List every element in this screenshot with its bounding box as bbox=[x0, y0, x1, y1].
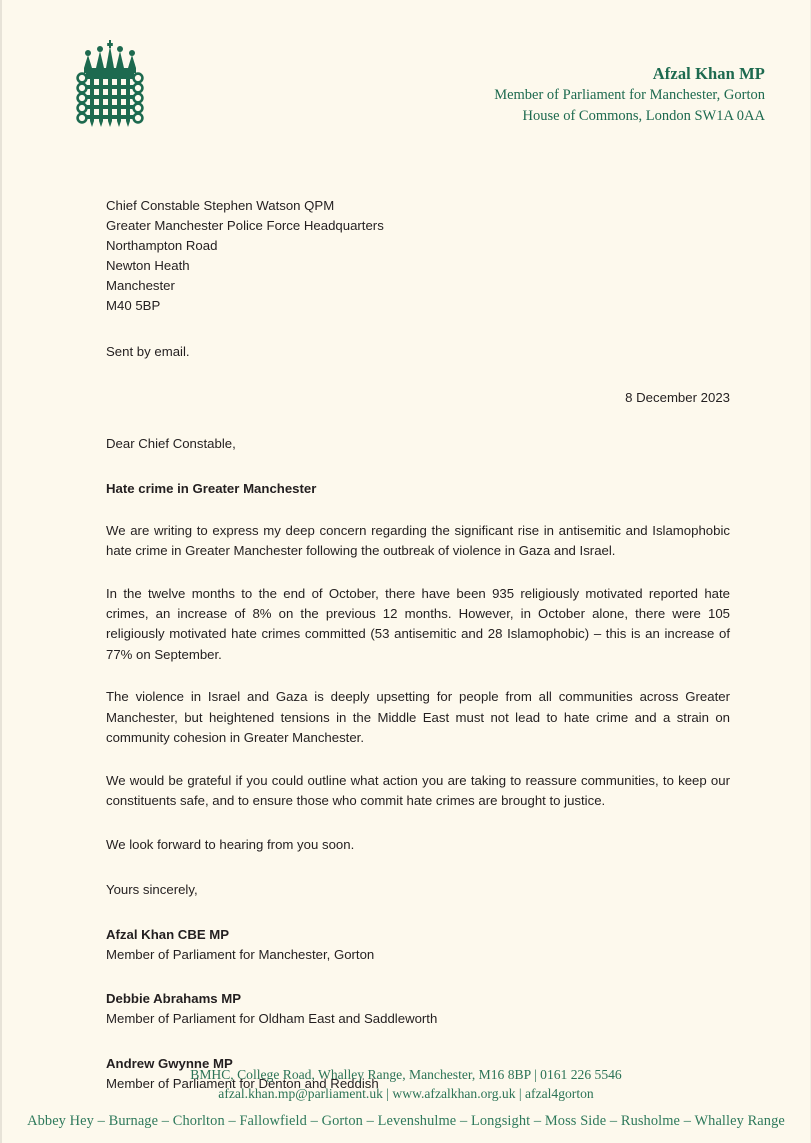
footer-web-line: afzal.khan.mp@parliament.uk | www.afzalkhan.org.uk | afzal4gorton bbox=[218, 1086, 594, 1102]
signatory-name: Debbie Abrahams MP bbox=[106, 991, 242, 1007]
letterhead bbox=[2, 0, 810, 160]
signatory-role: Member of Parliament for Oldham East and Saddleworth bbox=[106, 1011, 438, 1027]
signatory bbox=[106, 989, 730, 1029]
sign-off: Yours sincerely, bbox=[106, 881, 198, 897]
signatory-name: Andrew Gwynne MP bbox=[106, 1055, 233, 1071]
closing-line: We look forward to hearing from you soon. bbox=[106, 836, 355, 852]
letter-subject: Hate crime in Greater Manchester bbox=[106, 480, 317, 496]
letter-body bbox=[106, 196, 730, 1094]
recipient-line: Newton Heath bbox=[106, 258, 190, 274]
letterhead-address: House of Commons, London SW1A 0AA bbox=[522, 108, 765, 124]
recipient-line: Chief Constable Stephen Watson QPM bbox=[106, 198, 335, 213]
signatory bbox=[106, 925, 730, 965]
recipient-line: Northampton Road bbox=[106, 238, 218, 254]
salutation: Dear Chief Constable, bbox=[106, 435, 236, 451]
recipient-line: Greater Manchester Police Force Headquarters bbox=[106, 218, 384, 234]
footer-wards-list: Abbey Hey – Burnage – Chorlton – Fallowfield – Gorton – Levenshulme – Longsight – Moss Side – Rusholme – Whalley Range bbox=[27, 1113, 785, 1129]
recipient-line: Manchester bbox=[106, 278, 175, 294]
sent-by-note: Sent by email. bbox=[106, 344, 190, 360]
letterhead-contact bbox=[494, 62, 765, 127]
signatory-name: Afzal Khan CBE MP bbox=[106, 926, 230, 942]
signatory-role: Member of Parliament for Denton and Reddish bbox=[106, 1075, 379, 1091]
letter-paragraph: The violence in Israel and Gaza is deeply upsetting for people from all communities across Greater Manchester, but heightened tensions in the Middle East must not lead to hate crime and a strain on community cohesion in Greater Manchester. bbox=[106, 689, 730, 746]
recipient-line: M40 5BP bbox=[106, 298, 161, 314]
letterhead-constituency: Member of Parliament for Manchester, Gorton bbox=[494, 87, 765, 104]
letter-paragraph: We would be grateful if you could outline what action you are taking to reassure communities, to keep our constituents safe, and to ensure those who commit hate crimes are brought to justice. bbox=[106, 772, 730, 809]
letterhead-mp-name: Afzal Khan MP bbox=[652, 64, 765, 83]
signatory-role: Member of Parliament for Manchester, Gorton bbox=[106, 946, 375, 962]
letter-paragraph: In the twelve months to the end of October, there have been 935 religiously motivated reported hate crimes, an increase of 8% on the previous 12 months. However, in October alone, there were 105 religiously motivated hate crimes committed (53 antisemitic and 28 Islamophobic) – this is an increase of 77% on September. bbox=[106, 585, 730, 662]
letter-date: 8 December 2023 bbox=[625, 390, 730, 406]
footer-address-line: BMHC, College Road, Whalley Range, Manchester, M16 8BP | 0161 226 5546 bbox=[190, 1067, 622, 1082]
footer-contact bbox=[2, 1065, 810, 1103]
crowned-portcullis-icon bbox=[74, 38, 146, 140]
recipient-address-block bbox=[106, 196, 730, 316]
letter-paragraph: We are writing to express my deep concern regarding the significant rise in antisemitic and Islamophobic hate crime in Greater Manchester following the outbreak of violence in Gaza and Israel. bbox=[106, 522, 730, 559]
